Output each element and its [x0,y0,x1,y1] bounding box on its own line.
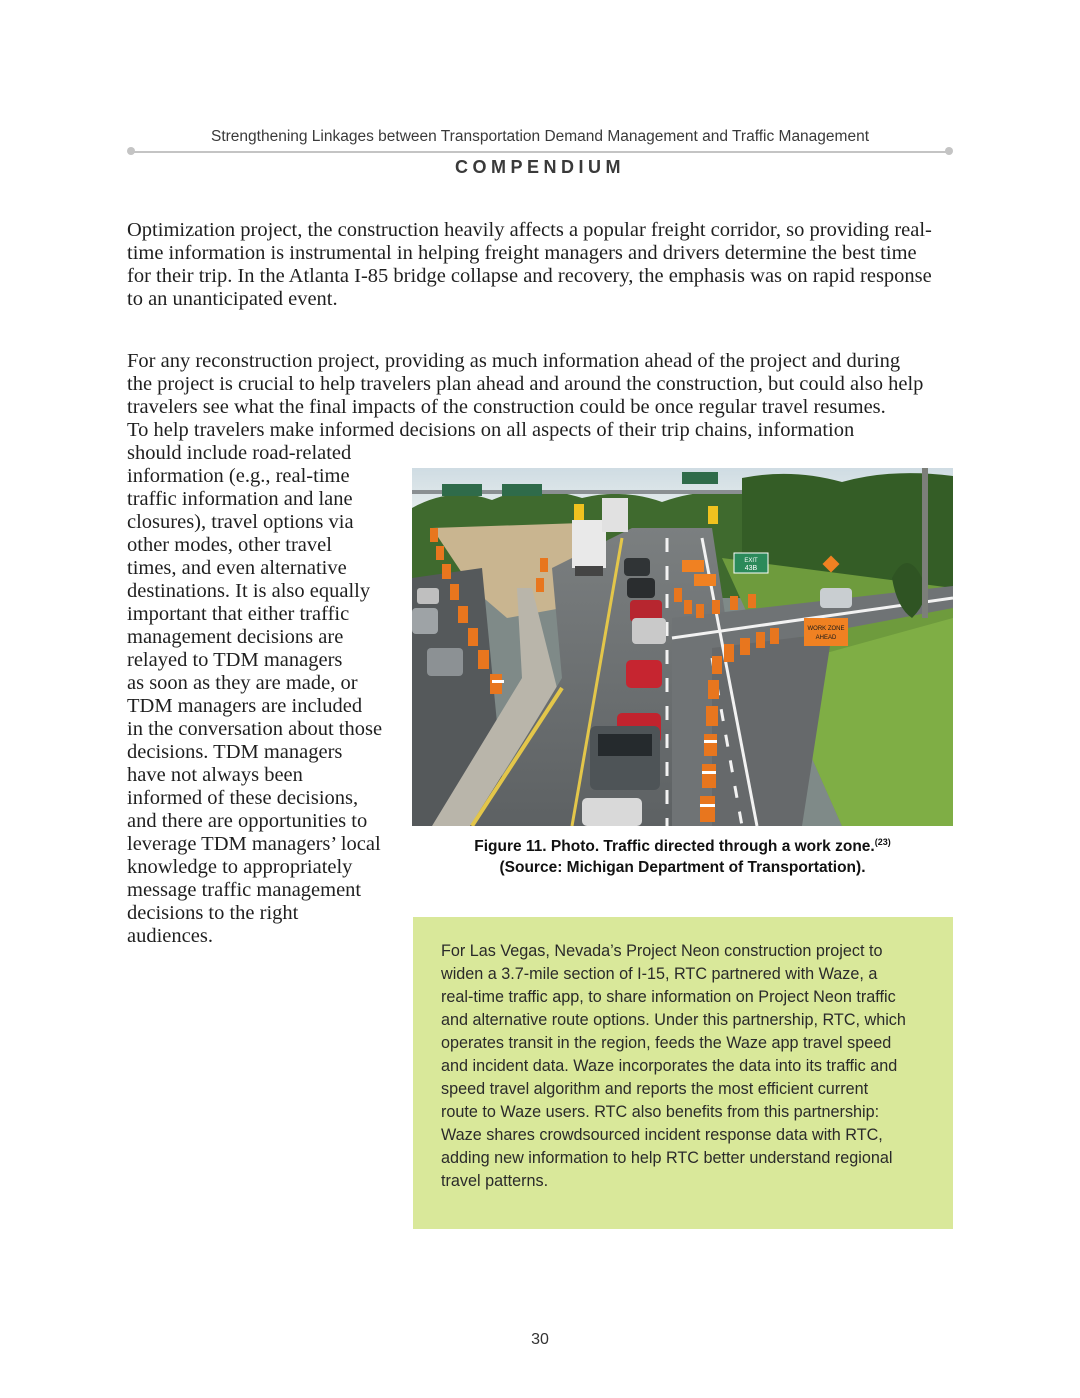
page-number: 30 [531,1331,549,1348]
text-line: travelers see what the final impacts of the construction could be once regular travel resumes. [127,396,886,418]
text-line: Waze shares crowdsourced incident response data with RTC, [441,1126,883,1144]
svg-text:AHEAD: AHEAD [815,635,837,641]
text-line: the project is crucial to help travelers plan ahead and around the construction, but could also help [127,373,924,395]
text-line: relayed to TDM managers [127,649,343,671]
text-line: operates transit in the region, feeds the Waze app travel speed [441,1034,892,1052]
text-line: For Las Vegas, Nevada’s Project Neon construction project to [441,942,883,960]
text-line: real-time traffic app, to share information on Project Neon traffic [441,988,896,1006]
header-title: Strengthening Linkages between Transportation Demand Management and Traffic Management [210,128,870,145]
footnote-reference: (23) [874,837,891,847]
text-line: and incident data. Waze incorporates the data into its traffic and [441,1057,898,1075]
text-line: For any reconstruction project, providing as much information ahead of the project and during [127,350,901,372]
callout-box [413,917,953,1229]
text-line: as soon as they are made, or [127,672,358,694]
text-line: decisions to the right [127,902,299,924]
text-line: travel patterns. [441,1172,549,1190]
text-line: important that either traffic [127,603,350,625]
text-line: management decisions are [127,626,344,648]
svg-text:43B: 43B [744,565,758,572]
text-line: and alternative route options. Under this partnership, RTC, which [441,1011,906,1029]
rule-dot-right [945,147,953,155]
text-line: information (e.g., real-time [127,465,350,487]
text-line: in the conversation about those [127,718,383,740]
text-line: time information is instrumental in helping freight managers and drivers determine the best time [127,242,917,264]
text-line: Optimization project, the construction heavily affects a popular freight corridor, so providing real- [127,219,932,241]
text-line: traffic information and lane [127,488,353,510]
text-line: leverage TDM managers’ local [127,833,381,855]
text-line: should include road-related [127,442,352,464]
text-line: adding new information to help RTC better understand regional [441,1149,893,1167]
section-label: COMPENDIUM [455,157,625,177]
text-line: times, and even alternative [127,557,347,579]
exit-sign [734,553,768,573]
svg-text:WORK ZONE: WORK ZONE [807,626,845,632]
text-line: knowledge to appropriately [127,856,353,878]
body-paragraph-2-wrap [127,442,402,948]
text-line: informed of these decisions, [127,787,359,809]
text-line: widen a 3.7-mile section of I-15, RTC partnered with Waze, a [441,965,878,983]
text-line: audiences. [127,925,213,947]
body-paragraph-2 [127,350,953,442]
text-line: decisions. TDM managers [127,741,343,763]
text-line: have not always been [127,764,303,786]
text-line: route to Waze users. RTC also benefits from this partnership: [441,1103,880,1121]
figure-caption [412,832,953,878]
body-paragraph-1 [127,219,953,311]
callout-text [441,940,941,1193]
text-line: other modes, other travel [127,534,332,556]
text-line: and there are opportunities to [127,810,368,832]
text-line: TDM managers are included [127,695,363,717]
text-line: message traffic management [127,879,362,901]
text-line: closures), travel options via [127,511,354,533]
header-rule [131,151,949,153]
text-line: speed travel algorithm and reports the most efficient current [441,1080,869,1098]
text-line: to an unanticipated event. [127,288,338,310]
text-line: To help travelers make informed decisions on all aspects of their trip chains, information [127,419,855,441]
text-line: for their trip. In the Atlanta I-85 bridge collapse and recovery, the emphasis was on rapid response [127,265,932,287]
svg-text:EXIT: EXIT [744,558,758,564]
text-line: destinations. It is also equally [127,580,371,602]
work-zone-photo [412,468,953,826]
figure-caption-line-1: Figure 11. Photo. Traffic directed through a work zone.$^{(23)}$ [474,837,891,856]
figure-caption-line-2: (Source: Michigan Department of Transportation). [499,859,866,877]
